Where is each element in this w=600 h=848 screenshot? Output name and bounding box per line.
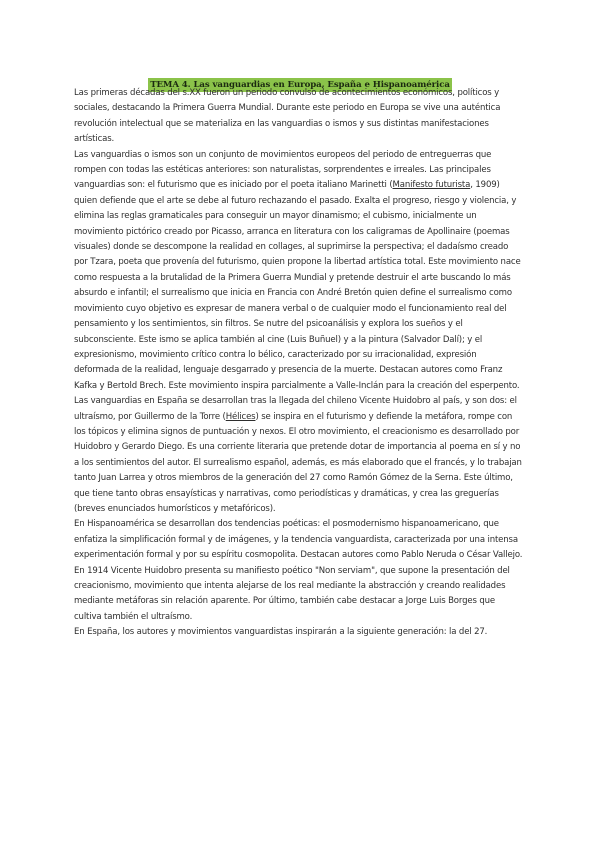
paragraph-vanguardias-espana — [74, 394, 524, 517]
paragraph-text: Las vanguardias en España se desarrollan tras la llegada del chileno Vicente Huidobro al país, y son dos: el ultraísmo, por Guillermo de la Torre ( — [74, 396, 517, 422]
paragraph-intro: Las primeras décadas del s.XX fueron un periodo convulso de acontecimientos económicos, políticos y sociales, destacando la Primera Guerra Mundial. Durante este periodo en Europa se vive una auténtica revolución intelectual que se materializa en las vanguardias o ismos y sus distintas manifestaciones artísticas. — [74, 88, 501, 145]
paragraph-vanguardias-europa — [74, 148, 524, 395]
manifesto-futurista-link[interactable]: Manifesto futurista — [392, 180, 471, 191]
page-title: TEMA 4. Las vanguardias en Europa, España e Hispanoamérica — [150, 80, 450, 90]
document-body — [74, 86, 524, 641]
paragraph-text: ) se inspira en el futurismo y defiende la metáfora, rompe con los tópicos y elimina signos de puntuación y nexos. El otro movimiento, el creacionismo es desarrollado por Huidobro y Gerardo Diego. Es una corriente literaria que pretende dotar de importancia al poema en sí y no a los sentimientos del autor. El surrealismo español, además, es más elaborado que el francés, y lo trabajan tanto Juan Larrea y otros miembros de la generación del 27 como Ramón Gómez de la Serna. Este último, que tiene tanto obras ensayísticas y narrativas, como periodísticas y dramáticas, y crea las greguerías (breves enunciados humorísticos y metafóricos). — [74, 411, 522, 514]
paragraph-text: , 1909) quien defiende que el arte se debe al futuro rechazando el pasado. Exalta el progreso, riesgo y violencia, y elimina las reglas gramaticales para conseguir un mayor dinamismo; el cubismo, inicialmente un movimiento pictórico creado por Picasso, arranca en literatura con los caligramas de Apollinaire (poemas visuales) donde se descompone la realidad en collages, al suprimirse la perspectiva; el dadaísmo creado por Tzara, poeta que provenía del futurismo, quien propone la libertad artística total. Este movimiento nace como respuesta a la brutalidad de la Primera Guerra Mundial y pretende destruir el arte buscando lo más absurdo e infantil; el surrealismo que inicia en Francia con André Bretón quien define el surrealismo como movimiento cuyo objetivo es expresar de manera verbal o de cualquier modo el funcionamiento real del pensamiento y los sentimientos, sin filtros. Se nutre del psicoanálisis y explora los sueños y el subconsciente. Este ismo se aplica también al cine (Luis Buñuel) y a la pintura (Salvador Dalí); y el expresionismo, movimiento crítico contra lo bélico, caracterizado por su irracionalidad, expresión deformada de la realidad, lenguaje desgarrado y presencia de la muerte. Destacan autores como Franz Kafka y Bertold Brech. Este movimiento inspira parcialmente a Valle-Inclán para la creación del esperpento. — [74, 180, 521, 391]
helices-link[interactable]: Hélices — [225, 411, 256, 422]
paragraph-text: Las vanguardias o ismos son un conjunto de movimientos europeos del periodo de entreguerras que rompen con todas las estéticas anteriores: son naturalistas, sorprendentes e irreales. Las principales vanguardias son: el futurismo que es iniciado por el poeta italiano Marinetti ( — [74, 149, 492, 191]
paragraph-hispanoamerica: En Hispanoamérica se desarrollan dos tendencias poéticas: el posmodernismo hispanoamericano, que enfatiza la simplificación formal y de imágenes, y la tendencia vanguardista, caracterizada por una intensa experimentación formal y por su espíritu cosmopolita. Destacan autores como Pablo Neruda o César Vallejo. En 1914 Vicente Huidobro presenta su manifiesto poético "Non serviam", que supone la presentación del creacionismo, movimiento que intenta alejarse de los real mediante la abstracción y creando realidades mediante metáforas sin relación aparente. Por último, también cabe destacar a Jorge Luis Borges que cultiva también el ultraísmo. — [74, 519, 523, 622]
paragraph-conclusion: En España, los autores y movimientos vanguardistas inspirarán a la siguiente generación: la del 27. — [74, 627, 488, 638]
